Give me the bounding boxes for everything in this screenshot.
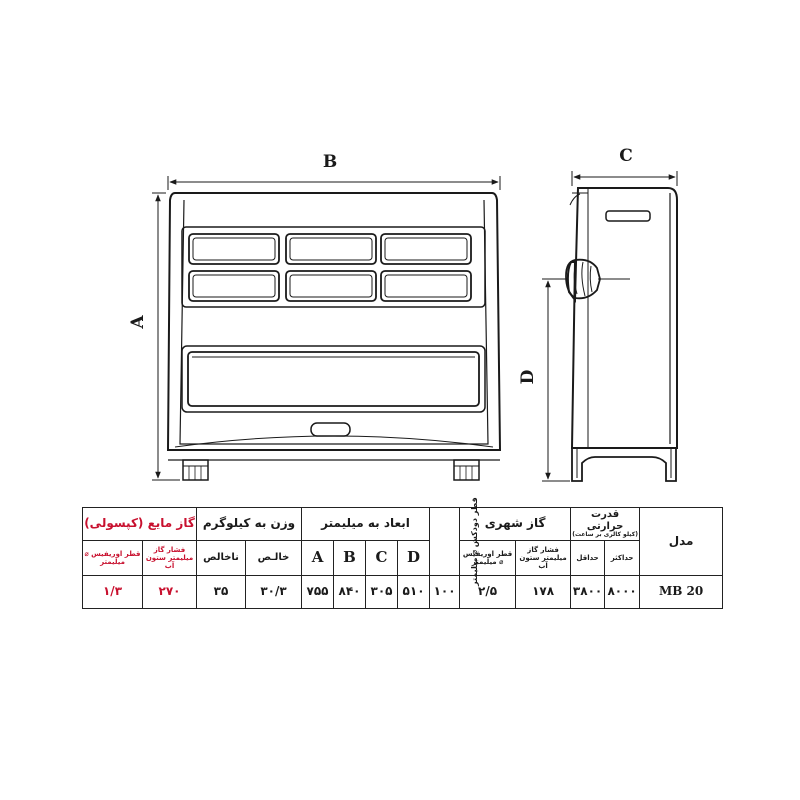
side-dimensions: [542, 171, 677, 481]
model-value: MB 20: [640, 576, 723, 609]
front-body-inner: [180, 200, 488, 444]
max-capacity-label: حداکثر: [605, 541, 640, 576]
grille-slot: [290, 275, 372, 297]
dim-value-b: ۸۴۰: [334, 576, 366, 609]
dim-letter-d: D: [398, 541, 430, 576]
dim-letter-c: C: [366, 541, 398, 576]
dim-letter-b: B: [334, 541, 366, 576]
side-vent: [606, 211, 650, 221]
side-view: [566, 188, 677, 481]
heating-capacity-title: قدرت حرارتی: [586, 509, 624, 532]
gross-weight-value: ۳۵: [197, 576, 246, 609]
side-legs: [572, 448, 676, 481]
lpg-orifice-label: قطر اوریفیس ⌀ میلیمتر: [83, 541, 143, 576]
lpg-pressure-label: فشار گاز میلیمتر ستون آب: [143, 541, 197, 576]
heating-capacity-header: [571, 508, 640, 541]
lpg-pressure-value: ۲۷۰: [143, 576, 197, 609]
dimension-label-d: D: [518, 369, 538, 385]
grille-slot: [385, 275, 467, 297]
dimensions-header: ابعاد به میلیمتر: [302, 508, 430, 541]
left-foot: [183, 460, 208, 480]
front-dimensions: [152, 176, 500, 480]
grille-panel: [182, 227, 485, 307]
grille-slot: [193, 238, 275, 260]
city-gas-pressure-label: فشار گاز میلیمتر ستون آب: [516, 541, 571, 576]
weight-header: وزن به کیلوگرم: [197, 508, 302, 541]
flue-diameter-value: ۱۰۰: [430, 576, 460, 609]
burner-window: [182, 346, 485, 412]
burner-window-inner: [188, 352, 479, 406]
min-capacity-label: حداقل: [571, 541, 605, 576]
front-view: [168, 193, 500, 480]
grille-slot: [290, 238, 372, 260]
model-header: مدل: [640, 508, 723, 576]
net-weight-value: ۳۰/۳: [246, 576, 302, 609]
control-slot: [311, 423, 350, 436]
net-weight-label: خالـص: [246, 541, 302, 576]
lpg-header: گاز مایع (کپسولی): [83, 508, 197, 541]
side-body-outline: [568, 188, 677, 448]
flue-diameter-header: قطر دودکش ⌀ میلیمتر: [430, 508, 460, 576]
heating-capacity-unit: (کیلو کالری بر ساعت): [572, 531, 638, 539]
grille-slot: [193, 275, 275, 297]
lpg-orifice-value: ۱/۳: [83, 576, 143, 609]
specifications-table: [82, 497, 723, 609]
dimension-label-b: B: [322, 152, 338, 172]
max-capacity-value: ۸۰۰۰: [605, 576, 640, 609]
city-gas-orifice-value: ۲/۵: [460, 576, 516, 609]
min-capacity-value: ۳۸۰۰: [571, 576, 605, 609]
dimension-label-c: C: [619, 146, 633, 166]
city-gas-pressure-value: ۱۷۸: [516, 576, 571, 609]
grille-slot: [385, 238, 467, 260]
valve-knob: [566, 260, 600, 299]
city-gas-header: گاز شهری: [460, 508, 571, 541]
dim-value-a: ۷۵۵: [302, 576, 334, 609]
dim-value-c: ۳۰۵: [366, 576, 398, 609]
city-gas-orifice-label: قطر اوریفیس ⌀ میلیمتر: [460, 541, 516, 576]
right-foot: [454, 460, 479, 480]
gross-weight-label: ناخالص: [197, 541, 246, 576]
dimension-label-a: A: [128, 315, 148, 329]
dim-value-d: ۵۱۰: [398, 576, 430, 609]
dim-letter-a: A: [302, 541, 334, 576]
